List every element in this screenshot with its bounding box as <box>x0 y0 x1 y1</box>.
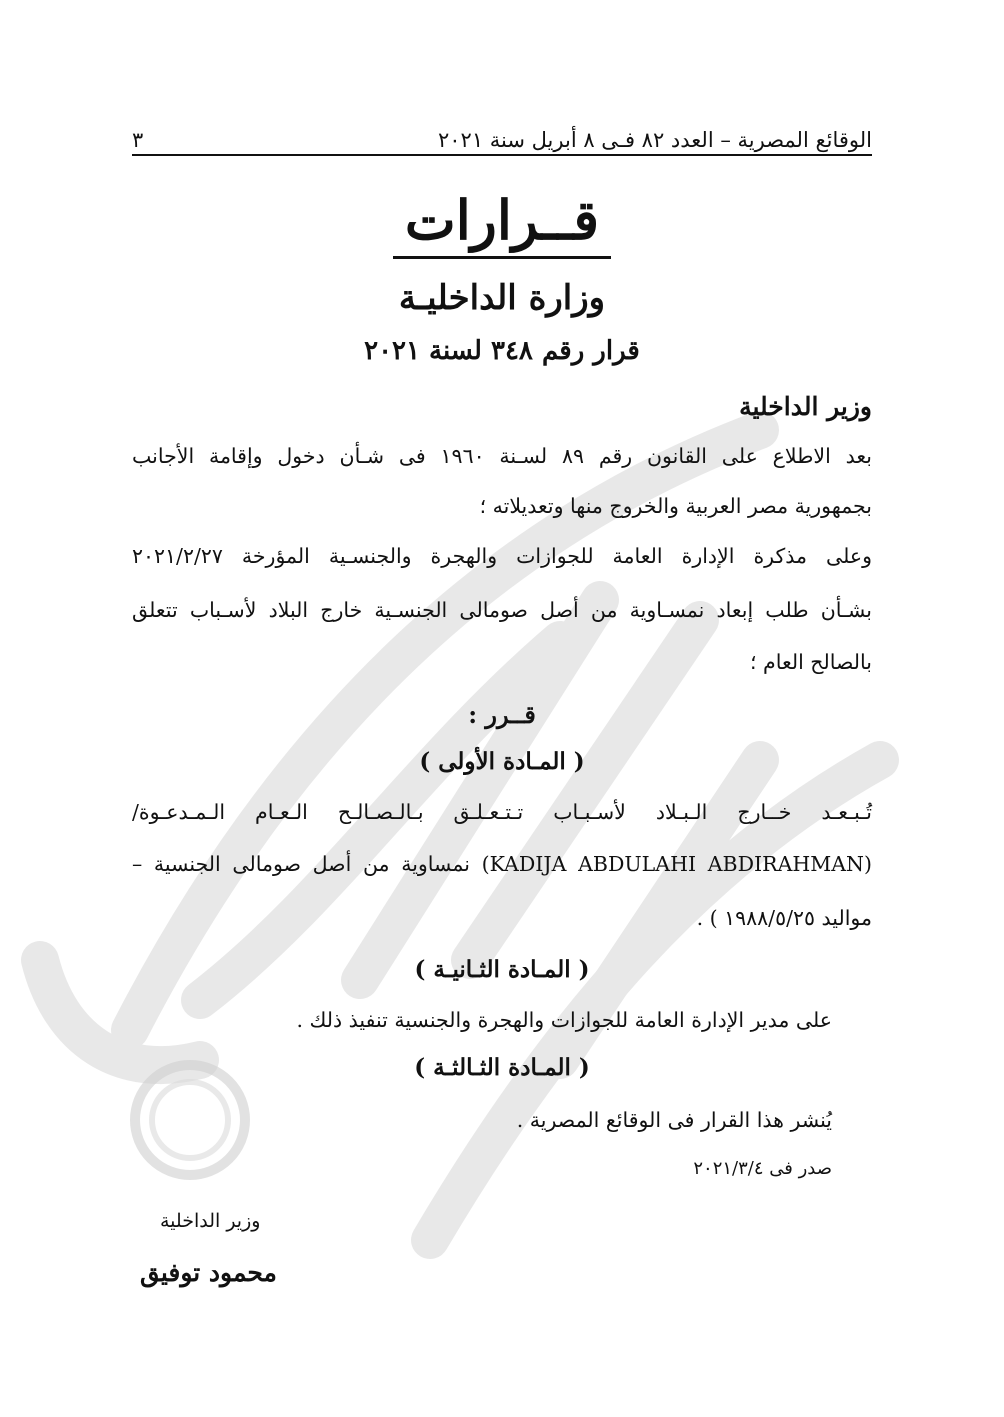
section-title: قــرارات <box>132 188 872 252</box>
article-line: تُـبـعـد خــارج الـبـلاد لأسـبـاب تـتـعـلـق بـالـصـالـح الـعـام الـمـدعـوة/ <box>132 800 872 824</box>
running-header <box>132 112 872 152</box>
article-heading: ( المـادة الثـانيـة ) <box>414 956 590 983</box>
header-rule <box>132 154 872 156</box>
ministry-name: وزارة الداخليـة <box>398 278 606 318</box>
article-line: على مدير الإدارة العامة للجوازات والهجرة والجنسية تنفيذ ذلك . <box>296 1008 832 1032</box>
article-line: يُنشر هذا القرار فى الوقائع المصرية . <box>516 1108 832 1132</box>
article-heading: ( المـادة الثـالثـة ) <box>414 1054 590 1081</box>
preamble-line: بجمهورية مصر العربية والخروج منها وتعديلاته ؛ <box>479 494 872 518</box>
publication-line: الوقائع المصرية – العدد ٨٢ فـى ٨ أبريل سنة ٢٠٢١ <box>437 128 872 152</box>
signatory-title: وزير الداخلية <box>160 1210 261 1232</box>
resolution-word: قــرر : <box>468 700 536 729</box>
preamble-line: بشـأن طلب إبعاد نمسـاوية من أصل صومالى الجنسـية خارج البلاد لأسـباب تتعلق <box>132 598 872 622</box>
article-line: مواليد ١٩٨٨/٥/٢٥ ) . <box>696 906 872 930</box>
preamble-line: بالصالح العام ؛ <box>749 650 872 674</box>
page-number: ٣ <box>132 128 144 152</box>
article-heading: ( المـادة الأولى ) <box>419 748 585 775</box>
decree-number: قرار رقم ٣٤٨ لسنة ٢٠٢١ <box>364 336 640 366</box>
issuer-title: وزير الداخلية <box>739 392 872 421</box>
preamble-line: بعد الاطلاع على القانون رقم ٨٩ لسـنة ١٩٦٠ فى شـأن دخول وإقامة الأجانب <box>132 444 873 468</box>
preamble-line: وعلى مذكرة الإدارة العامة للجوازات والهجرة والجنسـية المؤرخة ٢٠٢١/٢/٢٧ <box>132 544 872 568</box>
signatory-name: محمود توفيق <box>140 1258 277 1287</box>
issue-date: صدر فى ٢٠٢١/٣/٤ <box>693 1158 832 1179</box>
article-line: (KADIJA ABDULAHI ABDIRAHMAN) نمساوية من أصل صومالى الجنسية – <box>132 852 872 876</box>
